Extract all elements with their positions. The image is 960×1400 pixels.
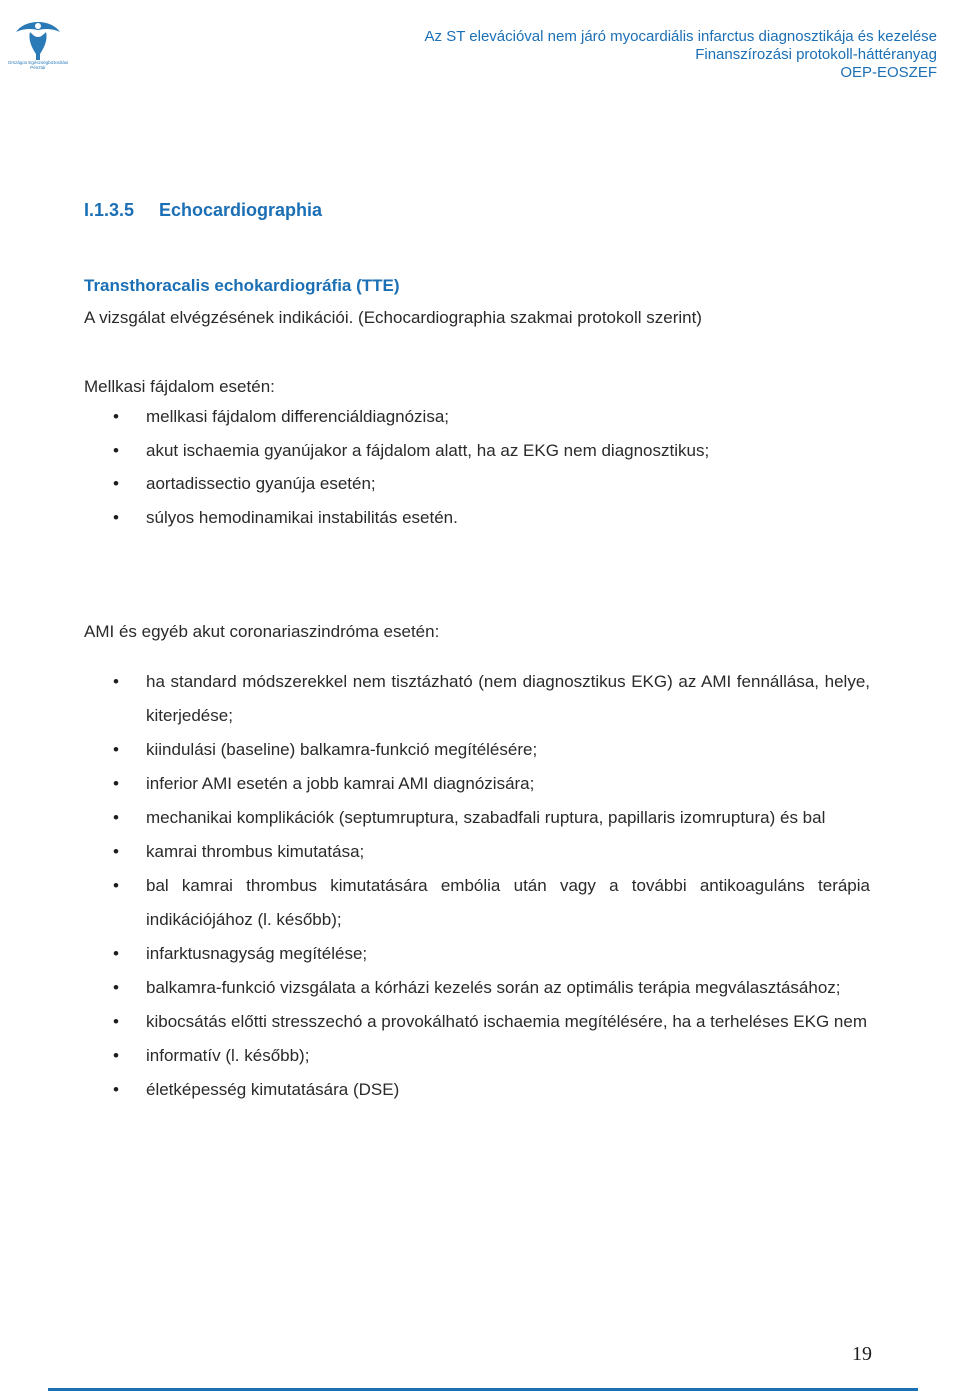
header-publisher: OEP-EOSZEF	[840, 64, 937, 81]
list-item	[0, 440, 870, 474]
section-heading	[84, 200, 322, 221]
list-item-text: kibocsátás előtti stresszechó a provokálható ischaemia megítélésére, ha a terheléses EKG nem	[146, 1012, 867, 1031]
list-item-text: aortadissectio gyanúja esetén;	[146, 474, 376, 493]
section-number: I.1.3.5	[84, 200, 135, 220]
running-header	[425, 28, 937, 82]
bullet-icon: •	[113, 808, 119, 827]
list-item	[0, 869, 870, 937]
list-item-text: inferior AMI esetén a jobb kamrai AMI diagnózisára;	[146, 774, 535, 793]
list-item-text: akut ischaemia gyanújakor a fájdalom alatt, ha az EKG nem diagnosztikus;	[146, 440, 710, 460]
list-item-text: mechanikai komplikációk (septumruptura, szabadfali ruptura, papillaris izomruptura) és bal	[146, 808, 826, 827]
logo-lettering: Országos Egészségbiztosítási Pénztár	[7, 60, 69, 70]
bullet-icon: •	[113, 474, 119, 493]
list-item	[0, 937, 870, 971]
bullet-icon: •	[113, 740, 119, 759]
bullet-icon: •	[113, 978, 119, 997]
institute-logo	[6, 18, 70, 76]
list-item-text: kamrai thrombus kimutatása;	[146, 842, 365, 861]
header-document-title: Az ST elevációval nem járó myocardiális infarctus diagnosztikája és kezelése	[424, 28, 937, 45]
bullet-icon: •	[113, 842, 119, 861]
bullet-icon: •	[113, 1046, 119, 1065]
bullet-icon: •	[113, 1080, 119, 1099]
list-item-text: mellkasi fájdalom differenciáldiagnózisa;	[146, 407, 450, 426]
list-item	[0, 835, 870, 869]
tte-heading: Transthoracalis echokardiográfia (TTE)	[84, 276, 400, 295]
list-item-text: infarktusnagyság megítélése;	[146, 944, 368, 963]
list-item	[0, 473, 870, 507]
chest-pain-list	[0, 406, 870, 540]
list-item	[0, 801, 870, 835]
list-item-text: informatív (l. később);	[146, 1046, 310, 1065]
list-item-text: bal kamrai thrombus kimutatására embólia után vagy a további antikoaguláns terápia indikációjához (l. később);	[146, 876, 870, 929]
bullet-icon: •	[113, 774, 119, 793]
bullet-icon: •	[113, 672, 119, 691]
list-item	[0, 1039, 870, 1073]
list-item	[0, 767, 870, 801]
footer-rule	[48, 1388, 918, 1391]
list-item-text: súlyos hemodinamikai instabilitás esetén.	[146, 507, 458, 527]
ami-label: AMI és egyéb akut coronariaszindróma esetén:	[84, 622, 440, 641]
bullet-icon: •	[113, 507, 119, 527]
list-item	[0, 1005, 870, 1039]
list-item-text: ha standard módszerekkel nem tisztázható (nem diagnosztikus EKG) az AMI fennállása, helye, kiterjedése;	[146, 672, 870, 725]
bullet-icon: •	[113, 407, 119, 426]
list-item	[0, 733, 870, 767]
list-item	[0, 507, 870, 541]
bullet-icon: •	[113, 944, 119, 963]
page-number: 19	[852, 1343, 872, 1365]
list-item	[0, 971, 870, 1005]
bullet-icon: •	[113, 876, 119, 895]
list-item-text: életképesség kimutatására (DSE)	[146, 1080, 400, 1099]
list-item-text: balkamra-funkció vizsgálata a kórházi kezelés során az optimális terápia megválasztásához;	[146, 978, 841, 997]
list-item	[0, 1073, 870, 1107]
bullet-icon: •	[113, 1012, 119, 1031]
list-item-text: kiindulási (baseline) balkamra-funkció megítélésére;	[146, 740, 538, 759]
tte-intro: A vizsgálat elvégzésének indikációi. (Echocardiographia szakmai protokoll szerint)	[84, 308, 702, 327]
section-title: Echocardiographia	[159, 200, 323, 220]
list-item	[0, 406, 870, 440]
header-document-type: Finanszírozási protokoll-háttéranyag	[695, 46, 937, 63]
list-item	[0, 665, 870, 733]
institute-logo-icon	[6, 18, 70, 62]
ami-list	[0, 665, 870, 1107]
bullet-icon: •	[113, 440, 119, 460]
chest-pain-label: Mellkasi fájdalom esetén:	[84, 377, 275, 396]
